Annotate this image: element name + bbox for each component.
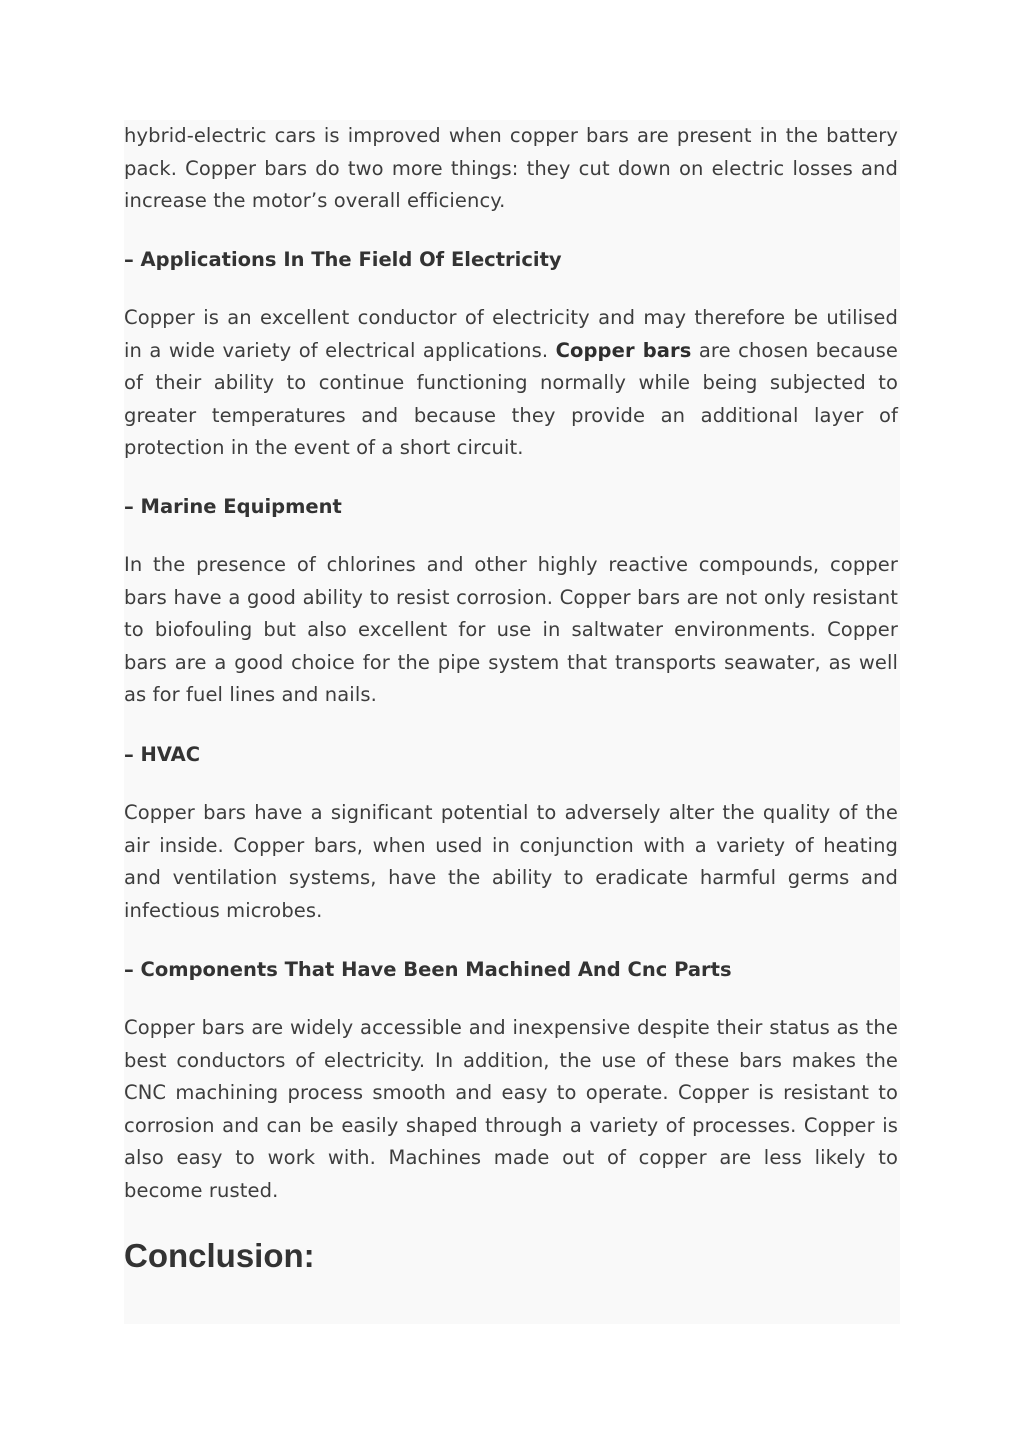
heading-marine: – Marine Equipment [124,495,342,518]
electricity-text-before: Copper is an excellent conductor of electricity and may therefore be utilised in a wide variety of electrical applications. [124,306,898,362]
marine-paragraph: In the presence of chlorines and other highly reactive compounds, copper bars have a good ability to resist corrosion. Copper bars are not only resistant to biofouling but also excellent for use in saltwater environments. Copper bars are a good choice for the pipe system that transports seawater, as well as for fuel lines and nails. [124,553,898,707]
electricity-text-after: are chosen because of their ability to continue functioning normally while being subjected to greater temperatures and because they provide an additional layer of protection in the event of a short circuit. [124,338,898,460]
cnc-paragraph: Copper bars are widely accessible and inexpensive despite their status as the best conductors of electricity. In addition, the use of these bars makes the CNC machining process smooth and easy to operate. Copper is resistant to corrosion and can be easily shaped through a variety of processes. Copper is also easy to work with. Machines made out of copper are less likely to become rusted. [124,1016,898,1202]
copper-bars-bold: Copper bars [555,338,692,362]
hvac-paragraph: Copper bars have a significant potential to adversely alter the quality of the air inside. Copper bars, when used in conjunction with a variety of heating and ventilation systems, have the ability to eradicate harmful germs and infectious microbes. [124,801,898,922]
conclusion-heading: Conclusion: [124,1237,315,1274]
heading-hvac: – HVAC [124,743,201,766]
intro-paragraph: hybrid-electric cars is improved when copper bars are present in the battery pack. Copper bars do two more things: they cut down on electric losses and increase the motor’s overall efficiency. [124,124,898,213]
electricity-paragraph [124,302,898,465]
heading-electricity: – Applications In The Field Of Electricity [124,248,562,271]
heading-cnc: – Components That Have Been Machined And Cnc Parts [124,958,732,981]
